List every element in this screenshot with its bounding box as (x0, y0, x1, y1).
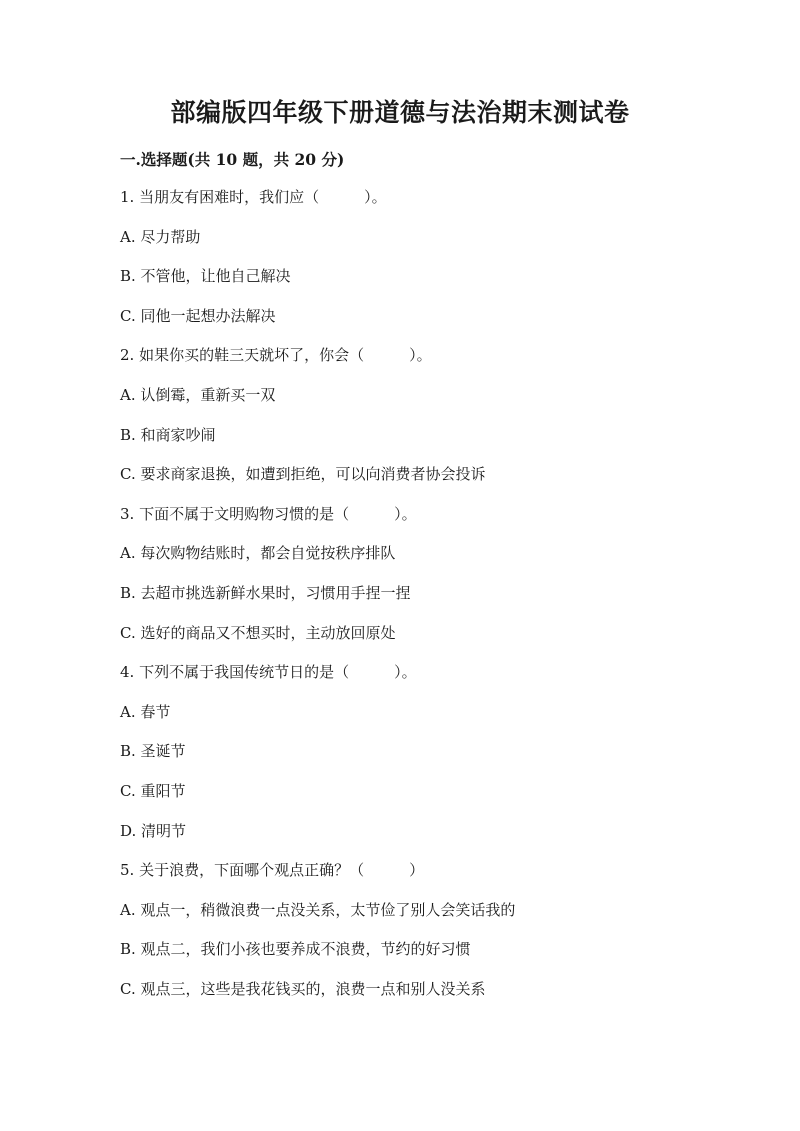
question-4-stem: 4. 下列不属于我国传统节日的是（ ）。 (120, 663, 417, 682)
question-1-option-c: C. 同他一起想办法解决 (120, 306, 276, 325)
section-heading: 一.选择题(共 10 题，共 20 分) (120, 150, 345, 169)
question-1-option-a: A. 尽力帮助 (120, 227, 201, 246)
question-5-option-a: A. 观点一，稍微浪费一点没关系，太节俭了别人会笑话我的 (120, 900, 516, 919)
question-3-option-a: A. 每次购物结账时，都会自觉按秩序排队 (120, 544, 396, 563)
question-1-option-b: B. 不管他，让他自己解决 (120, 267, 291, 286)
question-4-option-d: D. 清明节 (120, 821, 187, 840)
question-5-option-c: C. 观点三，这些是我花钱买的，浪费一点和别人没关系 (120, 979, 486, 998)
question-2-option-c: C. 要求商家退换，如遭到拒绝，可以向消费者协会投诉 (120, 465, 486, 484)
question-5-stem: 5. 关于浪费，下面哪个观点正确？（ ） (120, 861, 425, 880)
question-2-stem: 2. 如果你买的鞋三天就坏了，你会（ ）。 (120, 346, 432, 365)
question-3-stem: 3. 下面不属于文明购物习惯的是（ ）。 (120, 504, 417, 523)
question-5-option-b: B. 观点二，我们小孩也要养成不浪费，节约的好习惯 (120, 940, 471, 959)
question-2-option-a: A. 认倒霉，重新买一双 (120, 385, 276, 404)
question-4-option-a: A. 春节 (120, 702, 171, 721)
question-3-option-c: C. 选好的商品又不想买时，主动放回原处 (120, 623, 396, 642)
question-list (120, 185, 760, 1016)
question-3-option-b: B. 去超市挑选新鲜水果时，习惯用手捏一捏 (120, 583, 411, 602)
question-4-option-b: B. 圣诞节 (120, 742, 186, 761)
page-title: 部编版四年级下册道德与法治期末测试卷 (170, 98, 630, 127)
question-2-option-b: B. 和商家吵闹 (120, 425, 216, 444)
question-4-option-c: C. 重阳节 (120, 781, 186, 800)
question-1-stem: 1. 当朋友有困难时，我们应（ ）。 (120, 188, 387, 206)
